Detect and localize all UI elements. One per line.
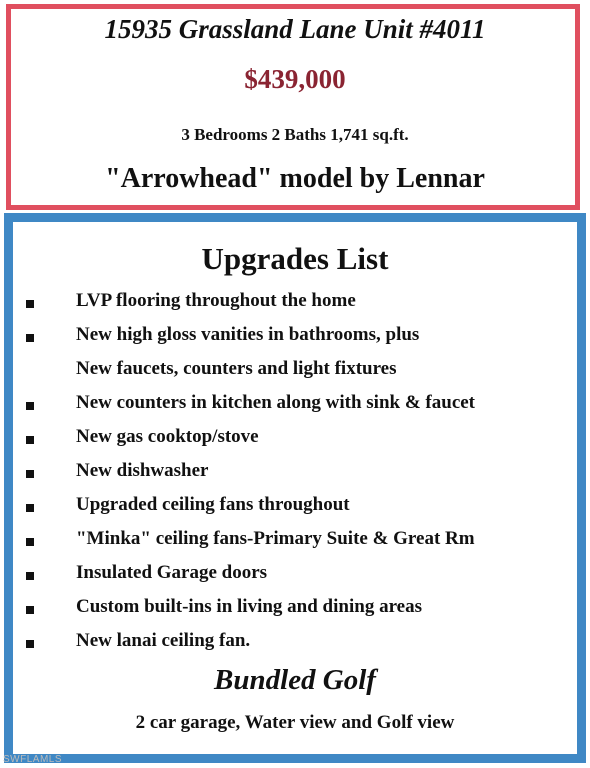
bullet-icon (26, 470, 34, 478)
list-item (0, 460, 590, 494)
model-name: "Arrowhead" model by Lennar (105, 163, 485, 194)
upgrades-title: Upgrades List (201, 241, 389, 276)
list-item (0, 562, 590, 596)
bullet-icon (26, 572, 34, 580)
list-item-text: New gas cooktop/stove (76, 426, 259, 447)
bullet-icon (26, 538, 34, 546)
list-item (0, 630, 590, 664)
watermark-label: SWFLAMLS (3, 754, 63, 765)
bullet-icon (26, 504, 34, 512)
list-item-text: New faucets, counters and light fixtures (76, 358, 397, 379)
bundled-golf-heading: Bundled Golf (214, 664, 376, 696)
list-item-text: Upgraded ceiling fans throughout (76, 494, 350, 515)
list-item (0, 392, 590, 426)
list-item (0, 358, 590, 392)
property-features: 2 car garage, Water view and Golf view (135, 712, 455, 733)
bullet-icon (26, 334, 34, 342)
bullet-icon (26, 402, 34, 410)
list-item-text: "Minka" ceiling fans-Primary Suite & Great Rm (76, 528, 475, 549)
bullet-icon (26, 436, 34, 444)
list-item-text: Insulated Garage doors (76, 562, 268, 583)
list-item (0, 426, 590, 460)
bullet-icon (26, 640, 34, 648)
list-item-text: New high gloss vanities in bathrooms, plus (76, 324, 420, 345)
bullet-icon (26, 300, 34, 308)
bullet-icon (26, 606, 34, 614)
list-item-text: New lanai ceiling fan. (76, 630, 251, 651)
list-item-text: Custom built-ins in living and dining areas (76, 596, 422, 617)
property-address: 15935 Grassland Lane Unit #4011 (104, 14, 486, 44)
list-item (0, 528, 590, 562)
list-item-text: New dishwasher (76, 460, 209, 481)
list-item-text: LVP flooring throughout the home (76, 290, 356, 311)
property-price: $439,000 (244, 64, 346, 94)
list-item (0, 324, 590, 358)
property-specs: 3 Bedrooms 2 Baths 1,741 sq.ft. (181, 125, 409, 144)
list-item (0, 494, 590, 528)
list-item-text: New counters in kitchen along with sink & faucet (76, 392, 476, 413)
list-item (0, 596, 590, 630)
list-item (0, 290, 590, 324)
